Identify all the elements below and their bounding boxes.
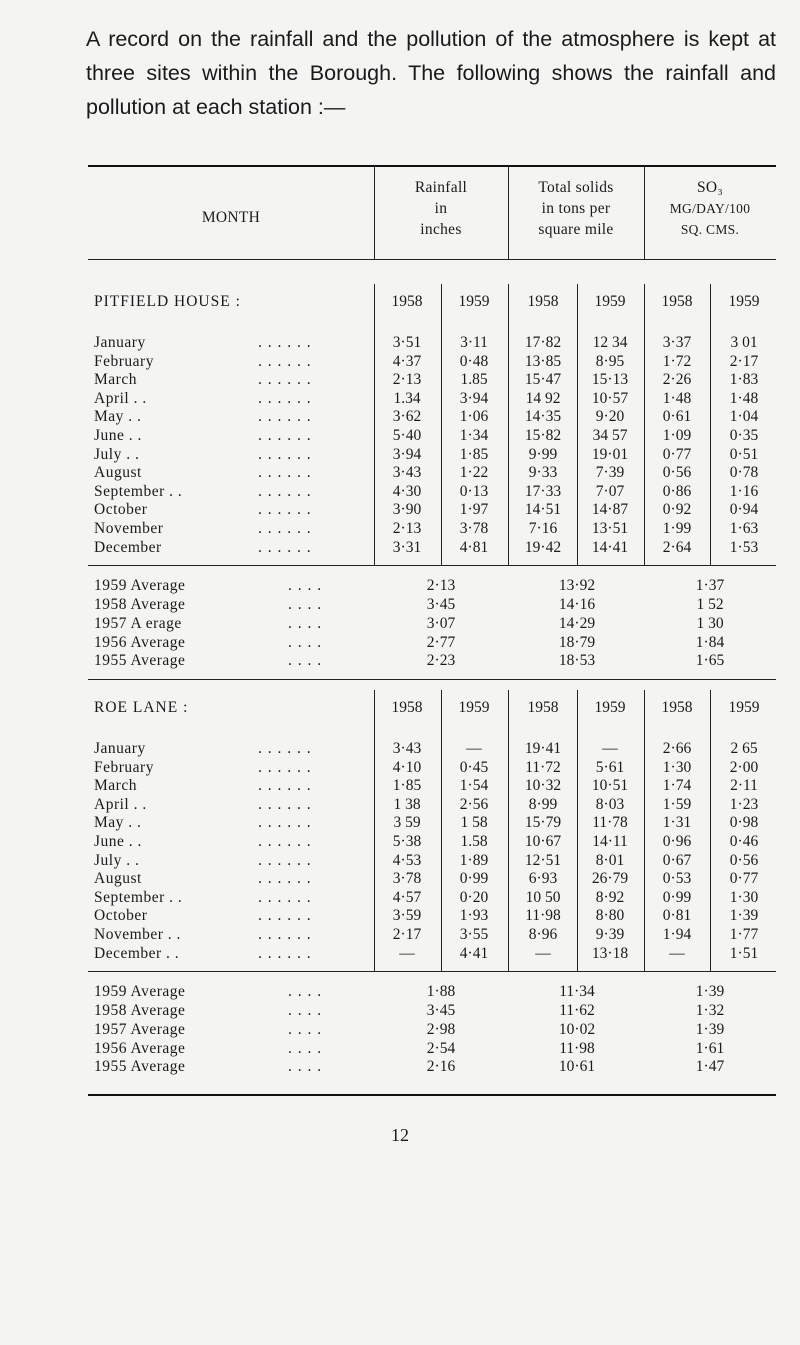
column-rule — [374, 690, 375, 971]
data-cell: 4·57 — [392, 888, 422, 906]
rainfall-pollution-table — [88, 165, 776, 1096]
data-cell: 0·92 — [662, 501, 692, 519]
data-cell: 0·53 — [662, 870, 692, 888]
data-cell: 26·79 — [591, 870, 629, 888]
data-cell: 1 58 — [460, 814, 488, 832]
average-cell: 2·13 — [426, 577, 456, 595]
rainfall-header: inches — [420, 221, 462, 238]
data-cell: 13·85 — [524, 352, 562, 370]
leader-dots: . . . . . . — [258, 501, 312, 519]
data-cell: 1.85 — [460, 371, 488, 389]
data-cell: 0·48 — [459, 352, 489, 370]
data-cell: 4·37 — [392, 352, 422, 370]
month-label: May . . — [94, 408, 142, 426]
data-cell: 5·38 — [392, 833, 422, 850]
data-cell: 3·51 — [392, 334, 422, 351]
data-cell: 8·92 — [595, 888, 625, 906]
data-cell: 19·42 — [524, 538, 562, 556]
column-rule — [710, 284, 711, 565]
data-cell: 2·56 — [459, 795, 489, 813]
data-cell: 3·43 — [392, 464, 422, 482]
average-cell: 14·29 — [558, 614, 596, 632]
data-cell: 1·22 — [459, 464, 489, 482]
data-cell: 0·99 — [459, 870, 489, 888]
column-rule — [710, 690, 711, 971]
data-cell: 11·98 — [525, 907, 561, 925]
column-rule — [577, 690, 578, 971]
data-cell: 1·39 — [729, 907, 759, 925]
average-cell: 1·47 — [695, 1058, 725, 1076]
data-cell: 3 59 — [393, 814, 421, 832]
data-cell: 0·56 — [729, 851, 759, 869]
data-cell: 2·00 — [729, 758, 759, 776]
average-cell: 2·98 — [426, 1020, 456, 1038]
column-rule — [644, 167, 645, 259]
month-label: December . . — [94, 944, 180, 962]
leader-dots: . . . . . . — [258, 538, 312, 556]
station-title: ROE LANE : — [94, 699, 189, 716]
column-rule — [644, 284, 645, 565]
data-cell: 14·51 — [524, 501, 562, 519]
leader-dots: . . . . . . — [258, 944, 312, 962]
data-cell: 1·94 — [662, 926, 692, 943]
data-cell: 4·41 — [459, 944, 489, 962]
column-rule — [577, 284, 578, 565]
column-rule — [374, 284, 375, 565]
data-cell: 12·51 — [524, 851, 562, 869]
data-cell: 1·93 — [459, 907, 489, 925]
data-cell: 15·79 — [524, 814, 562, 832]
column-rule — [441, 284, 442, 565]
so3-header: SQ. CMS. — [680, 222, 740, 237]
leader-dots: . . . . . . — [258, 795, 312, 813]
data-cell: 1·99 — [662, 520, 692, 537]
average-cell: 18·79 — [558, 633, 596, 651]
data-cell: 13·18 — [591, 944, 629, 962]
station-title: PITFIELD HOUSE : — [94, 293, 241, 310]
average-label: 1958 Average — [94, 1002, 186, 1019]
month-label: June . . — [94, 833, 142, 850]
month-label: October — [94, 501, 148, 519]
average-cell: 11·98 — [559, 1039, 595, 1057]
average-cell: 1 30 — [696, 614, 724, 632]
data-cell: 10·32 — [524, 777, 562, 795]
data-cell: 15·47 — [524, 371, 562, 389]
data-cell: 1·63 — [729, 520, 759, 537]
leader-dots: . . . . . . — [258, 371, 312, 389]
data-cell: 1·54 — [459, 777, 489, 795]
data-cell: 10·67 — [524, 833, 562, 850]
leader-dots: . . . . — [288, 596, 323, 613]
data-cell: 0·46 — [729, 833, 759, 850]
data-cell: 0·78 — [729, 464, 759, 482]
solids-header: Total solids — [538, 179, 614, 196]
leader-dots: . . . . . . — [258, 888, 312, 906]
data-cell: 3·78 — [392, 870, 422, 888]
data-cell: 4·30 — [392, 482, 422, 500]
rainfall-header: in — [434, 200, 448, 217]
leader-dots: . . . . — [288, 1002, 323, 1019]
data-cell: 9·20 — [595, 408, 625, 426]
leader-dots: . . . . . . — [258, 445, 312, 463]
data-cell: 0·99 — [662, 888, 692, 906]
year-header: 1959 — [728, 699, 760, 716]
data-cell: 0·67 — [662, 851, 692, 869]
leader-dots: . . . . — [288, 1020, 323, 1038]
data-cell: 8·03 — [595, 795, 625, 813]
month-label: January — [94, 334, 146, 351]
data-cell: 0·77 — [662, 445, 692, 463]
year-header: 1958 — [661, 699, 693, 716]
data-cell: 1·74 — [662, 777, 692, 795]
data-cell: 0·20 — [459, 888, 489, 906]
data-cell: 3 01 — [730, 334, 758, 351]
data-cell: 10·51 — [591, 777, 629, 795]
leader-dots: . . . . — [288, 633, 323, 651]
data-cell: 7·07 — [595, 482, 625, 500]
data-cell: 17·33 — [524, 482, 562, 500]
data-cell: 19·41 — [524, 740, 562, 757]
row-rule — [88, 679, 776, 680]
data-cell: 34 57 — [592, 427, 628, 444]
data-cell: 2·17 — [729, 352, 759, 370]
data-cell: 2·11 — [730, 777, 758, 795]
average-cell: 18·53 — [558, 652, 596, 670]
data-cell: — — [399, 944, 415, 962]
data-cell: 3·78 — [459, 520, 489, 537]
data-cell: 3·55 — [459, 926, 489, 943]
leader-dots: . . . . . . — [258, 758, 312, 776]
data-cell: 2·17 — [392, 926, 422, 943]
data-cell: 7·39 — [595, 464, 625, 482]
year-header: 1959 — [458, 699, 490, 716]
average-cell: 11·34 — [559, 983, 595, 1001]
leader-dots: . . . . . . — [258, 352, 312, 370]
year-header: 1958 — [391, 699, 423, 716]
data-cell: 1.58 — [460, 833, 488, 850]
average-cell: 2·23 — [426, 652, 456, 670]
leader-dots: . . . . — [288, 1039, 323, 1057]
data-cell: 1·85 — [392, 777, 422, 795]
month-label: February — [94, 758, 154, 776]
month-label: August — [94, 870, 142, 888]
month-label: July . . — [94, 445, 140, 463]
data-cell: 1·89 — [459, 851, 489, 869]
data-cell: 13·51 — [591, 520, 629, 537]
data-cell: 7·16 — [528, 520, 558, 537]
data-cell: — — [466, 740, 482, 757]
month-label: November — [94, 520, 164, 537]
data-cell: 1·30 — [662, 758, 692, 776]
data-cell: 3·59 — [392, 907, 422, 925]
column-rule — [508, 690, 509, 971]
average-cell: 1·32 — [695, 1002, 725, 1019]
leader-dots: . . . . . . — [258, 482, 312, 500]
average-cell: 3·07 — [426, 614, 456, 632]
month-label: October — [94, 907, 148, 925]
column-rule — [508, 167, 509, 259]
data-cell: 6·93 — [528, 870, 558, 888]
average-cell: 13·92 — [558, 577, 596, 595]
average-cell: 2·54 — [426, 1039, 456, 1057]
data-cell: — — [535, 944, 551, 962]
average-cell: 1·39 — [695, 983, 725, 1001]
average-cell: 1·39 — [695, 1020, 725, 1038]
month-label: September . . — [94, 888, 183, 906]
leader-dots: . . . . . . — [258, 334, 312, 351]
leader-dots: . . . . — [288, 652, 323, 670]
data-cell: 10·57 — [591, 389, 629, 407]
data-cell: 0·86 — [662, 482, 692, 500]
data-cell: 0·13 — [459, 482, 489, 500]
year-header: 1959 — [458, 293, 490, 310]
data-cell: 0·61 — [662, 408, 692, 426]
data-cell: 11·78 — [592, 814, 628, 832]
data-cell: 1·72 — [662, 352, 692, 370]
leader-dots: . . . . . . — [258, 389, 312, 407]
so3-header: SO₃ — [696, 179, 724, 196]
data-cell: 3·62 — [392, 408, 422, 426]
data-cell: 3·37 — [662, 334, 692, 351]
data-cell: 1·09 — [662, 427, 692, 444]
leader-dots: . . . . . . — [258, 408, 312, 426]
row-rule — [88, 565, 776, 566]
year-header: 1958 — [527, 293, 559, 310]
data-cell: 1·53 — [729, 538, 759, 556]
data-cell: 5·40 — [392, 427, 422, 444]
data-cell: 1·48 — [662, 389, 692, 407]
leader-dots: . . . . . . — [258, 464, 312, 482]
data-cell: 1·77 — [729, 926, 759, 943]
data-cell: 3·11 — [460, 334, 488, 351]
data-cell: 1·97 — [459, 501, 489, 519]
data-cell: 3·94 — [392, 445, 422, 463]
leader-dots: . . . . . . — [258, 833, 312, 850]
average-cell: 3·45 — [426, 596, 456, 613]
data-cell: 1·51 — [729, 944, 759, 962]
data-cell: 1 38 — [393, 795, 421, 813]
leader-dots: . . . . . . — [258, 520, 312, 537]
data-cell: 0·51 — [729, 445, 759, 463]
year-header: 1958 — [391, 293, 423, 310]
average-cell: 1·65 — [695, 652, 725, 670]
leader-dots: . . . . . . — [258, 814, 312, 832]
data-cell: 4·53 — [392, 851, 422, 869]
average-label: 1959 Average — [94, 983, 186, 1001]
data-cell: 2·66 — [662, 740, 692, 757]
data-cell: 1·23 — [729, 795, 759, 813]
month-label: December — [94, 538, 162, 556]
data-cell: 2·13 — [392, 520, 422, 537]
solids-header: square mile — [538, 221, 614, 238]
leader-dots: . . . . . . — [258, 427, 312, 444]
data-cell: 3·43 — [392, 740, 422, 757]
average-label: 1958 Average — [94, 596, 186, 613]
average-cell: 1·88 — [426, 983, 456, 1001]
leader-dots: . . . . — [288, 983, 323, 1001]
average-label: 1955 Average — [94, 1058, 186, 1076]
column-rule — [374, 167, 375, 259]
data-cell: 1·06 — [459, 408, 489, 426]
average-label: 1957 Average — [94, 1020, 186, 1038]
data-cell: 19·01 — [591, 445, 629, 463]
column-rule — [508, 284, 509, 565]
data-cell: 2·13 — [392, 371, 422, 389]
month-label: March — [94, 371, 137, 389]
data-cell: 0·56 — [662, 464, 692, 482]
data-cell: 8·80 — [595, 907, 625, 925]
data-cell: 0·81 — [662, 907, 692, 925]
leader-dots: . . . . . . — [258, 870, 312, 888]
average-cell: 10·61 — [558, 1058, 596, 1076]
leader-dots: . . . . . . — [258, 851, 312, 869]
data-cell: 8·95 — [595, 352, 625, 370]
so3-header: MG/DAY/100 — [669, 201, 751, 216]
column-rule — [441, 690, 442, 971]
month-header: MONTH — [201, 209, 261, 226]
data-cell: 1·85 — [459, 445, 489, 463]
data-cell: 17·82 — [524, 334, 562, 351]
average-label: 1956 Average — [94, 633, 186, 651]
data-cell: 14 92 — [525, 389, 561, 407]
data-cell: — — [669, 944, 685, 962]
data-cell: 10 50 — [525, 888, 561, 906]
data-cell: 8·99 — [528, 795, 558, 813]
data-cell: 11·72 — [525, 758, 561, 776]
leader-dots: . . . . . . — [258, 740, 312, 757]
month-label: May . . — [94, 814, 142, 832]
data-cell: 15·13 — [591, 371, 629, 389]
data-cell: 0·96 — [662, 833, 692, 850]
data-cell: 4·10 — [392, 758, 422, 776]
month-label: February — [94, 352, 154, 370]
average-label: 1956 Average — [94, 1039, 186, 1057]
rainfall-header: Rainfall — [414, 179, 468, 196]
data-cell: 4·81 — [459, 538, 489, 556]
data-cell: 0·94 — [729, 501, 759, 519]
average-cell: 14·16 — [558, 596, 596, 613]
average-cell: 1·61 — [695, 1039, 725, 1057]
data-cell: 1·83 — [729, 371, 759, 389]
leader-dots: . . . . . . — [258, 926, 312, 943]
data-cell: 2 65 — [730, 740, 758, 757]
average-cell: 2·16 — [426, 1058, 456, 1076]
data-cell: 2·64 — [662, 538, 692, 556]
data-cell: 14·35 — [524, 408, 562, 426]
row-rule — [88, 971, 776, 972]
data-cell: 14·87 — [591, 501, 629, 519]
data-cell: 8·01 — [595, 851, 625, 869]
solids-header: in tons per — [541, 200, 611, 217]
average-cell: 2·77 — [426, 633, 456, 651]
row-rule — [88, 259, 776, 260]
data-cell: 1·04 — [729, 408, 759, 426]
data-cell: 2·26 — [662, 371, 692, 389]
data-cell: 15·82 — [524, 427, 562, 444]
month-label: January — [94, 740, 146, 757]
year-header: 1958 — [661, 293, 693, 310]
average-label: 1957 A erage — [94, 614, 182, 632]
data-cell: 14·11 — [592, 833, 628, 850]
leader-dots: . . . . — [288, 1058, 323, 1076]
data-cell: 12 34 — [592, 334, 628, 351]
year-header: 1959 — [594, 699, 626, 716]
data-cell: 3·31 — [392, 538, 422, 556]
data-cell: 0·45 — [459, 758, 489, 776]
data-cell: 1·48 — [729, 389, 759, 407]
data-cell: 1.34 — [393, 389, 421, 407]
data-cell: 5·61 — [595, 758, 625, 776]
month-label: June . . — [94, 427, 142, 444]
average-cell: 3·45 — [426, 1002, 456, 1019]
data-cell: 0·98 — [729, 814, 759, 832]
month-label: November . . — [94, 926, 181, 943]
month-label: April . . — [94, 389, 147, 407]
data-cell: — — [602, 740, 618, 757]
average-cell: 11·62 — [559, 1002, 595, 1019]
leader-dots: . . . . . . — [258, 907, 312, 925]
average-cell: 1·37 — [695, 577, 725, 595]
data-cell: 9·33 — [528, 464, 558, 482]
year-header: 1959 — [594, 293, 626, 310]
intro-paragraph: A record on the rainfall and the pollution of the atmosphere is kept at three sites within the Borough. The following shows the rainfall and pollution at each station :— — [86, 27, 776, 119]
data-cell: 1·30 — [729, 888, 759, 906]
month-label: July . . — [94, 851, 140, 869]
data-cell: 0·77 — [729, 870, 759, 888]
data-cell: 3·90 — [392, 501, 422, 519]
average-label: 1959 Average — [94, 577, 186, 595]
leader-dots: . . . . — [288, 577, 323, 595]
average-label: 1955 Average — [94, 652, 186, 670]
month-label: April . . — [94, 795, 147, 813]
data-cell: 14·41 — [591, 538, 629, 556]
month-label: March — [94, 777, 137, 795]
data-cell: 9·99 — [528, 445, 558, 463]
data-cell: 0·35 — [729, 427, 759, 444]
average-cell: 1·84 — [695, 633, 725, 651]
page-number: 12 — [391, 1125, 409, 1145]
column-rule — [644, 690, 645, 971]
data-cell: 1·59 — [662, 795, 692, 813]
data-cell: 3·94 — [459, 389, 489, 407]
year-header: 1959 — [728, 293, 760, 310]
month-label: August — [94, 464, 142, 482]
average-cell: 1 52 — [696, 596, 724, 613]
data-cell: 1·34 — [459, 427, 489, 444]
leader-dots: . . . . — [288, 614, 323, 632]
data-cell: 1·31 — [662, 814, 692, 832]
year-header: 1958 — [527, 699, 559, 716]
month-label: September . . — [94, 482, 183, 500]
data-cell: 1·16 — [729, 482, 759, 500]
average-cell: 10·02 — [558, 1020, 596, 1038]
data-cell: 8·96 — [528, 926, 558, 943]
data-cell: 9·39 — [595, 926, 625, 943]
leader-dots: . . . . . . — [258, 777, 312, 795]
